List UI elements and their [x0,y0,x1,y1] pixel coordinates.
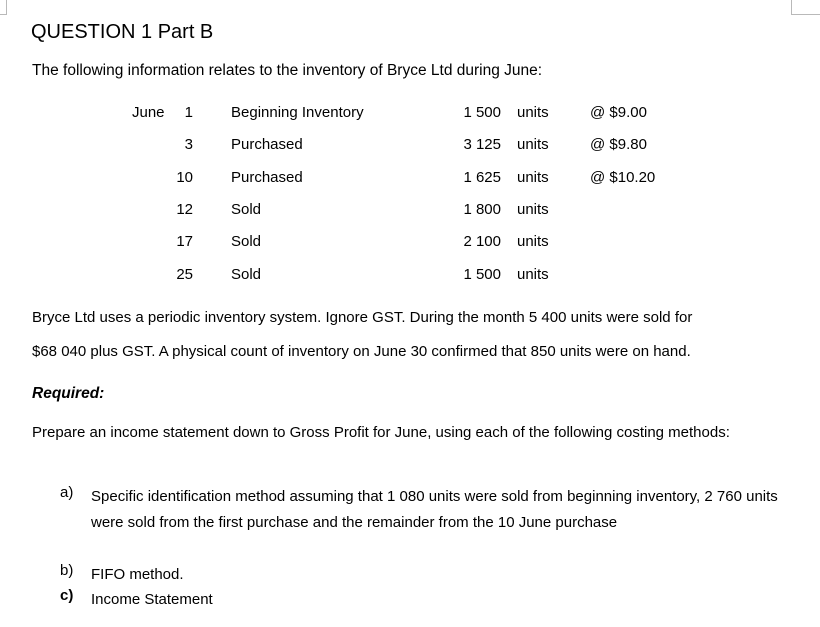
inventory-row [0,169,820,189]
prepare-instruction: Prepare an income statement down to Gross Profit for June, using each of the following costing methods: [32,424,730,441]
quantity-cell: 2 100 [463,233,501,250]
unit-cell: units [517,201,549,218]
list-item-label: b) [60,562,74,579]
unit-cell: units [517,169,549,186]
unit-cell: units [517,104,549,121]
quantity-cell: 3 125 [463,136,501,153]
description-cell: Sold [231,266,262,283]
quantity-cell: 1 500 [463,266,501,283]
list-item-text: FIFO method. [91,566,184,583]
day-cell: 1 [184,104,193,121]
quantity-cell: 1 625 [463,169,501,186]
page-corner-mark-right [791,0,820,15]
inventory-row [0,266,820,286]
list-item-text: Specific identification method assuming that 1 080 units were sold from beginning inventory, 2 760 units were sold from the first purchase and the remainder from the 10 June purchase [91,488,778,531]
cost-cell: @ $9.80 [590,136,647,153]
description-cell: Beginning Inventory [231,104,364,121]
list-item-text: Income Statement [91,591,213,608]
inventory-row [0,136,820,156]
question-title: QUESTION 1 Part B [31,21,214,43]
paragraph-line-2: $68 040 plus GST. A physical count of inventory on June 30 confirmed that 850 units were on hand. [32,343,691,360]
list-item-label: a) [60,484,74,501]
cost-cell: @ $9.00 [590,104,647,121]
quantity-cell: 1 800 [463,201,501,218]
day-cell: 10 [176,169,193,186]
quantity-cell: 1 500 [463,104,501,121]
description-cell: Purchased [231,136,303,153]
inventory-row [0,233,820,253]
intro-text: The following information relates to the inventory of Bryce Ltd during June: [32,62,543,79]
day-cell: 3 [184,136,193,153]
paragraph-line-1: Bryce Ltd uses a periodic inventory system. Ignore GST. During the month 5 400 units were sold for [32,309,693,326]
day-cell: 12 [176,201,193,218]
list-item-label: c) [60,587,74,604]
cost-cell: @ $10.20 [590,169,656,186]
description-cell: Sold [231,233,262,250]
inventory-row [0,104,820,124]
unit-cell: units [517,233,549,250]
description-cell: Purchased [231,169,303,186]
day-cell: 25 [176,266,193,283]
day-cell: 17 [176,233,193,250]
inventory-row [0,201,820,221]
unit-cell: units [517,266,549,283]
page-corner-mark-left [0,0,7,15]
required-heading: Required: [32,385,105,402]
description-cell: Sold [231,201,262,218]
month-label: June [132,104,165,121]
unit-cell: units [517,136,549,153]
